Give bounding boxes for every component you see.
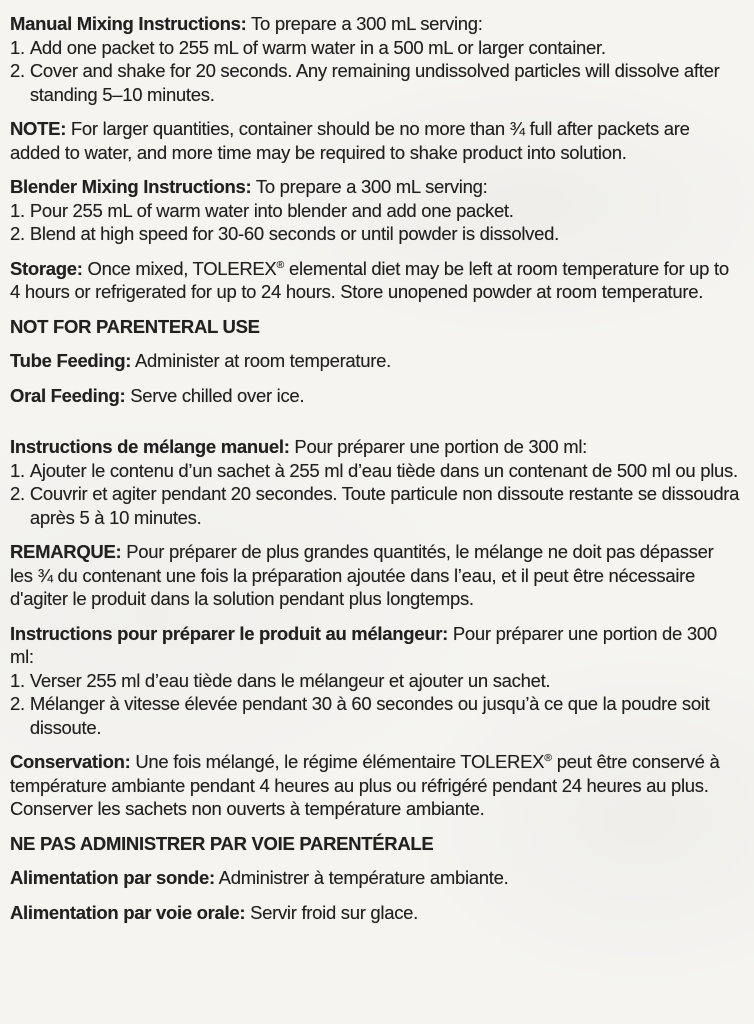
list-number: 1. [10,199,25,221]
alimentation-sonde-paragraph [10,866,740,890]
list-number: 2. [10,693,25,714]
alimentation-orale-lead: Alimentation par voie orale: [10,901,246,923]
list-number: 2. [10,60,25,81]
list-item [10,36,740,60]
not-for-parenteral-use-heading: NOT FOR PARENTERAL USE [10,315,260,337]
conservation-paragraph [10,750,740,821]
manual-mixing-intro-line-fr [10,435,740,459]
note-paragraph [10,117,740,164]
list-text: Pour 255 mL of warm water into blender and add one packet. [29,199,514,221]
blender-mixing-intro-line-fr [10,622,740,669]
oral-feeding-text: Serve chilled over ice. [130,384,305,406]
manual-mixing-lead: Manual Mixing Instructions: [10,13,247,34]
manual-mixing-intro-fr: Pour préparer une portion de 300 ml: [294,436,588,457]
registered-trademark-symbol: ® [276,258,285,271]
list-text: Add one packet to 255 mL of warm water in a 500 mL or larger container. [29,36,606,58]
list-item [10,59,740,106]
list-item [10,222,740,246]
section-english [10,12,740,407]
note-lead: NOTE: [10,118,67,139]
list-item [10,459,740,483]
list-number: 2. [10,223,25,244]
registered-trademark-symbol: ® [544,751,552,764]
list-text: Couvrir et agiter pendant 20 secondes. Toute particule non dissoute restante se dissoudra après 5 à 10 minutes. [29,483,740,528]
storage-lead: Storage: [10,257,83,279]
conservation-text-2: peut être conservé à température ambiante pendant 4 heures au plus ou réfrigéré pendant 24 heures au plus. Conserver les sachets non ouverts à température ambiante. [10,751,720,819]
remarque-text: Pour préparer de plus grandes quantités, le mélange ne doit pas dépasser les ¾ du contenant une fois la préparation ajoutée dans l’eau, et il peut être nécessaire d'agiter le produit dans la solution pendant plus longtemps. [10,541,714,609]
blender-mixing-intro-fr: Pour préparer une portion de 300 ml: [10,622,717,667]
list-text: Ajouter le contenu d’un sachet à 255 ml d’eau tiède dans un contenant de 500 ml ou plus. [29,459,738,481]
list-text: Verser 255 ml d’eau tiède dans le mélangeur et ajouter un sachet. [29,669,551,691]
ne-pas-administrer-heading: NE PAS ADMINISTRER PAR VOIE PARENTÉRALE [10,832,434,854]
oral-feeding-lead: Oral Feeding: [10,384,126,406]
manual-mixing-block-fr [10,435,740,529]
blender-mixing-block-fr [10,622,740,740]
list-number: 1. [10,459,25,481]
conservation-lead: Conservation: [10,751,131,772]
list-item [10,692,740,739]
alimentation-orale-paragraph [10,901,740,925]
manual-mixing-block [10,12,740,106]
list-number: 2. [10,483,25,504]
remarque-paragraph [10,540,740,611]
tube-feeding-lead: Tube Feeding: [10,350,132,371]
section-french [10,435,740,924]
tube-feeding-text: Administer at room temperature. [134,350,391,371]
conservation-text-1: Une fois mélangé, le régime élémentaire TOLEREX [135,751,545,772]
list-text: Cover and shake for 20 seconds. Any remaining undissolved particles will dissolve after standing 5–10 minutes. [29,60,720,105]
list-number: 1. [10,669,25,691]
storage-text-2: elemental diet may be left at room temperature for up to 4 hours or refrigerated for up to 24 hours. Store unopened powder at room temperature. [10,257,729,302]
note-text: For larger quantities, container should be no more than ¾ full after packets are added to water, and more time may be required to shake product into solution. [10,118,690,163]
list-text: Mélanger à vitesse élevée pendant 30 à 60 secondes ou jusqu’à ce que la poudre soit dissoute. [29,693,710,738]
list-text: Blend at high speed for 30-60 seconds or until powder is dissolved. [29,223,559,244]
manual-mixing-intro: To prepare a 300 mL serving: [251,13,483,34]
oral-feeding-paragraph [10,384,740,408]
storage-paragraph [10,257,740,304]
alimentation-sonde-lead: Alimentation par sonde: [10,867,215,888]
blender-mixing-block [10,175,740,246]
manual-mixing-lead-fr: Instructions de mélange manuel: [10,436,290,457]
list-number: 1. [10,36,25,58]
alimentation-sonde-text: Administrer à température ambiante. [218,867,509,888]
list-item [10,482,740,529]
blender-mixing-intro: To prepare a 300 mL serving: [255,176,488,197]
storage-text-1: Once mixed, TOLEREX [87,257,277,279]
list-item [10,669,740,693]
remarque-lead: REMARQUE: [10,541,122,562]
manual-mixing-intro-line [10,12,740,36]
alimentation-orale-text: Servir froid sur glace. [250,901,418,923]
blender-mixing-lead-fr: Instructions pour préparer le produit au mélangeur: [10,622,449,644]
blender-mixing-intro-line [10,175,740,199]
tube-feeding-paragraph [10,349,740,373]
list-item [10,199,740,223]
blender-mixing-lead: Blender Mixing Instructions: [10,176,252,197]
